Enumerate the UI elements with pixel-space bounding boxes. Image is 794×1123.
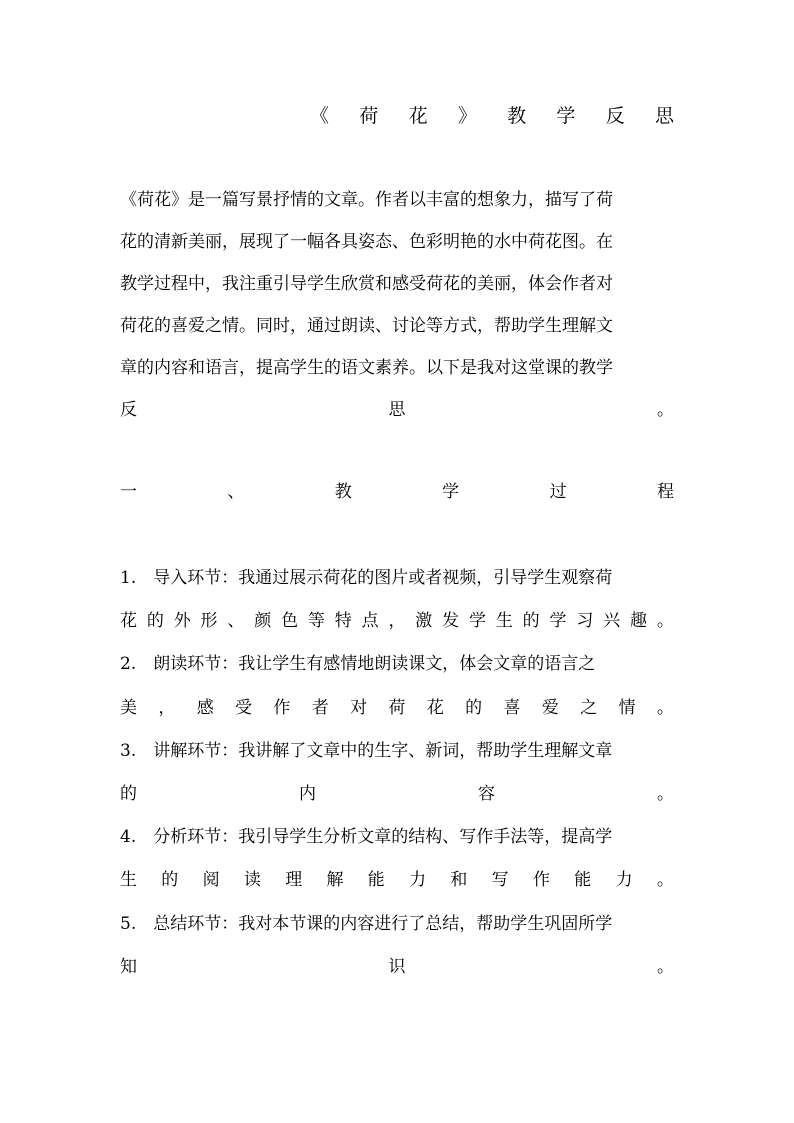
justified-char: 的 xyxy=(522,611,540,632)
justified-char: 发 xyxy=(442,611,460,632)
justified-char: 阅 xyxy=(202,870,220,891)
justified-char: 和 xyxy=(450,870,468,891)
justified-char: 内 xyxy=(299,784,316,804)
heading-char: 、 xyxy=(227,482,245,502)
heading-char: 程 xyxy=(656,482,674,502)
heading-char: 一 xyxy=(120,482,137,502)
justified-char: 作 xyxy=(532,870,550,891)
justified-char: 。 xyxy=(656,697,674,718)
justified-char: 力 xyxy=(615,870,633,891)
justified-char: 解 xyxy=(326,870,344,891)
title-char: 》 xyxy=(457,105,477,127)
justified-char: 习 xyxy=(576,611,594,632)
justified-char: 容 xyxy=(478,784,495,804)
justified-char: 颜 xyxy=(254,611,272,632)
section-heading xyxy=(120,479,674,505)
justified-char: 力 xyxy=(409,870,427,891)
title-char: 思 xyxy=(654,105,674,127)
list-item-line: 5. 总结环节：我对本节课的内容进行了总结，帮助学生巩固所学 xyxy=(120,913,613,934)
list-item-line: 4. 分析环节：我引导学生分析文章的结构、写作手法等，提高学 xyxy=(120,827,613,848)
justified-char: 思 xyxy=(388,400,406,420)
title-char: 教 xyxy=(507,105,527,127)
justified-char: 趣 xyxy=(630,611,648,632)
intro-paragraph-line: 花的清新美丽，展现了一幅各具姿态、色彩明艳的水中荷花图。在 xyxy=(120,232,613,252)
list-item-line: 2. 朗读环节：我让学生有感情地朗读课文，体会文章的语言之 xyxy=(120,654,596,675)
justified-char: 作 xyxy=(273,697,291,718)
justified-char: 能 xyxy=(367,870,385,891)
justified-char: 点 xyxy=(361,611,379,632)
heading-char: 教 xyxy=(334,482,352,502)
justified-char: 写 xyxy=(491,870,509,891)
list-item-continuation-line xyxy=(120,954,674,980)
justified-char: 学 xyxy=(468,611,486,632)
title-char: 《 xyxy=(310,105,330,127)
justified-char: 者 xyxy=(311,697,329,718)
list-item-continuation-line xyxy=(120,867,674,893)
justified-char: 特 xyxy=(334,611,352,632)
justified-char: 兴 xyxy=(603,611,621,632)
list-item-continuation-line xyxy=(120,781,674,807)
justified-char: 生 xyxy=(120,870,137,891)
justified-char: 感 xyxy=(196,697,214,718)
justified-char: 生 xyxy=(495,611,513,632)
justified-char: 。 xyxy=(657,400,674,420)
justified-char: 荷 xyxy=(388,697,406,718)
justified-char: 。 xyxy=(657,784,674,804)
list-item-line: 1. 导入环节：我通过展示荷花的图片或者视频，引导学生观察荷 xyxy=(120,568,613,588)
title-char: 荷 xyxy=(359,105,379,127)
justified-char: ， xyxy=(158,697,176,718)
justified-char: 。 xyxy=(656,611,674,632)
intro-paragraph-line: 《荷花》是一篇写景抒情的文章。作者以丰富的想象力，描写了荷 xyxy=(120,190,613,210)
justified-char: 的 xyxy=(120,784,137,804)
justified-char: 读 xyxy=(243,870,261,891)
title-char: 学 xyxy=(556,105,576,127)
justified-char: 知 xyxy=(120,956,137,977)
justified-char: 外 xyxy=(173,611,191,632)
justified-char: 的 xyxy=(465,697,483,718)
justified-char: ， xyxy=(388,611,406,632)
justified-char: 花 xyxy=(120,611,137,632)
justified-char: 。 xyxy=(656,870,674,891)
title-char: 花 xyxy=(408,105,428,127)
justified-char: 学 xyxy=(549,611,567,632)
justified-char: 色 xyxy=(281,611,299,632)
justified-char: 识 xyxy=(388,956,406,977)
justified-char: 理 xyxy=(285,870,303,891)
heading-char: 过 xyxy=(549,482,567,502)
title-char: 反 xyxy=(605,105,625,127)
intro-paragraph-line: 章的内容和语言，提高学生的语文素养。以下是我对这堂课的教学 xyxy=(120,358,613,378)
justified-char: 美 xyxy=(120,697,137,718)
justified-char: 喜 xyxy=(503,697,521,718)
justified-char: 情 xyxy=(618,697,636,718)
intro-paragraph-line: 教学过程中，我注重引导学生欣赏和感受荷花的美丽，体会作者对 xyxy=(120,274,613,294)
justified-char: 能 xyxy=(574,870,592,891)
justified-char: 、 xyxy=(227,611,245,632)
justified-char: 等 xyxy=(307,611,325,632)
justified-char: 形 xyxy=(200,611,218,632)
justified-char: 对 xyxy=(350,697,368,718)
list-item-continuation-line xyxy=(120,608,674,634)
justified-char: 。 xyxy=(657,956,674,977)
justified-char: 之 xyxy=(580,697,598,718)
justified-char: 反 xyxy=(120,400,137,420)
list-item-line: 3. 讲解环节：我讲解了文章中的生字、新词，帮助学生理解文章 xyxy=(120,740,613,761)
intro-paragraph-line: 荷花的喜爱之情。同时，通过朗读、讨论等方式，帮助学生理解文 xyxy=(120,316,613,336)
document-title xyxy=(310,103,674,129)
justified-char: 激 xyxy=(415,611,433,632)
intro-paragraph-last-line xyxy=(120,397,674,423)
justified-char: 的 xyxy=(161,870,179,891)
justified-char: 爱 xyxy=(541,697,559,718)
heading-char: 学 xyxy=(442,482,460,502)
justified-char: 花 xyxy=(426,697,444,718)
justified-char: 的 xyxy=(146,611,164,632)
justified-char: 受 xyxy=(235,697,253,718)
list-item-continuation-line xyxy=(120,695,674,721)
